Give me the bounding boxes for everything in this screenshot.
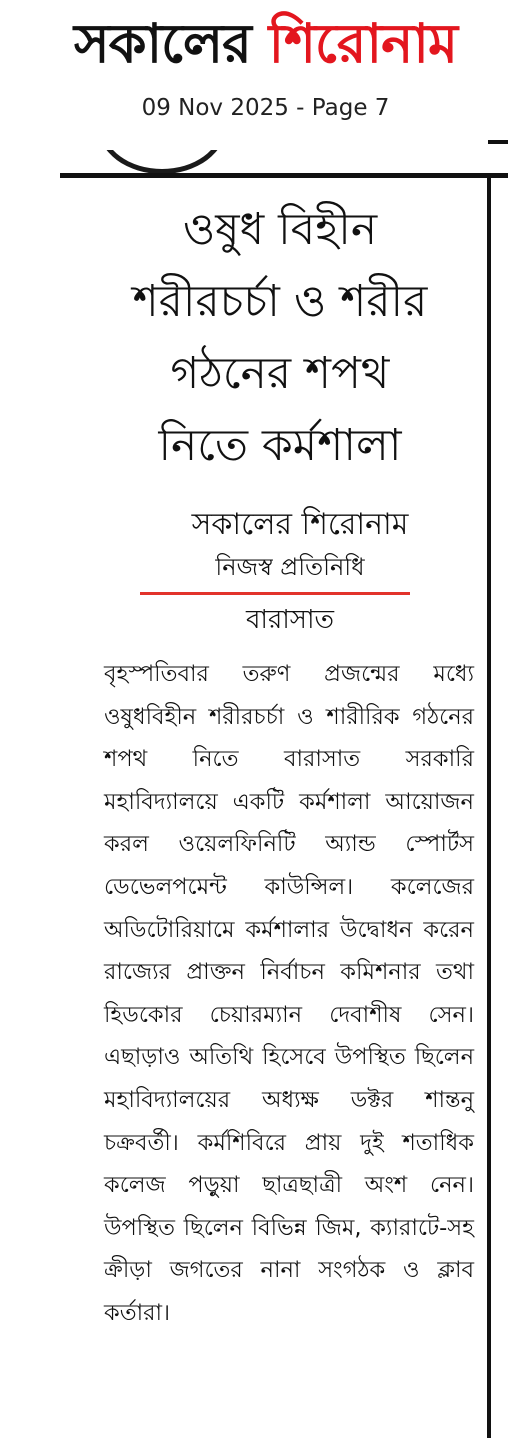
byline-divider bbox=[140, 592, 410, 595]
article-headline bbox=[80, 194, 480, 482]
headline-line: নিতে কর্মশালা bbox=[158, 420, 402, 471]
clipping-edge-tick bbox=[488, 140, 508, 144]
headline-line: শরীরচর্চা ও শরীর bbox=[132, 276, 428, 327]
column-divider bbox=[487, 176, 491, 1438]
clipping-top-rule bbox=[60, 173, 508, 178]
headline-line: ওষুধ বিহীন bbox=[182, 204, 378, 255]
masthead bbox=[0, 4, 531, 84]
byline-role: নিজস্ব প্রতিনিধি bbox=[215, 553, 365, 581]
byline-name: সকালের শিরোনাম bbox=[191, 507, 409, 542]
article-dateline: বারাসাত bbox=[245, 605, 335, 635]
masthead-name-black: সকালের bbox=[74, 12, 251, 75]
article-body: বৃহস্পতিবার তরুণ প্রজন্মের মধ্যে ওষুধবিহীন শরীরচর্চা ও শারীরিক গঠনের শপথ নিতে বারাসাত সরকারি মহাবিদ্যালয়ে একটি কর্মশালা আয়োজন করল ওয়েলফিনিটি অ্যান্ড স্পোর্টস ডেভেলপমেন্ট কাউন্সিল। কলেজের অডিটোরিয়ামে কর্মশালার উদ্বোধন করেন রাজ্যের প্রাক্তন নির্বাচন কমিশনার তথা হিডকোর চেয়ারম্যান দেবাশীষ সেন। এছাড়াও অতিথি হিসেবে উপস্থিত ছিলেন মহাবিদ্যালয়ের অধ্যক্ষ ডক্টর শান্তনু চক্রবর্তী। কর্মশিবিরে প্রায় দুই শতাধিক কলেজ পড়ুয়া ছাত্রছাত্রী অংশ নেন। উপস্থিত ছিলেন বিভিন্ন জিম, ক্যারাটে-সহ ক্রীড়া জগতের নানা সংগঠক ও ক্লাব কর্তারা। bbox=[104, 661, 474, 1326]
page-date-info: 09 Nov 2025 - Page 7 bbox=[141, 95, 390, 121]
headline-line: গঠনের শপথ bbox=[170, 348, 390, 399]
masthead-name-red: শিরোনাম bbox=[268, 12, 457, 75]
